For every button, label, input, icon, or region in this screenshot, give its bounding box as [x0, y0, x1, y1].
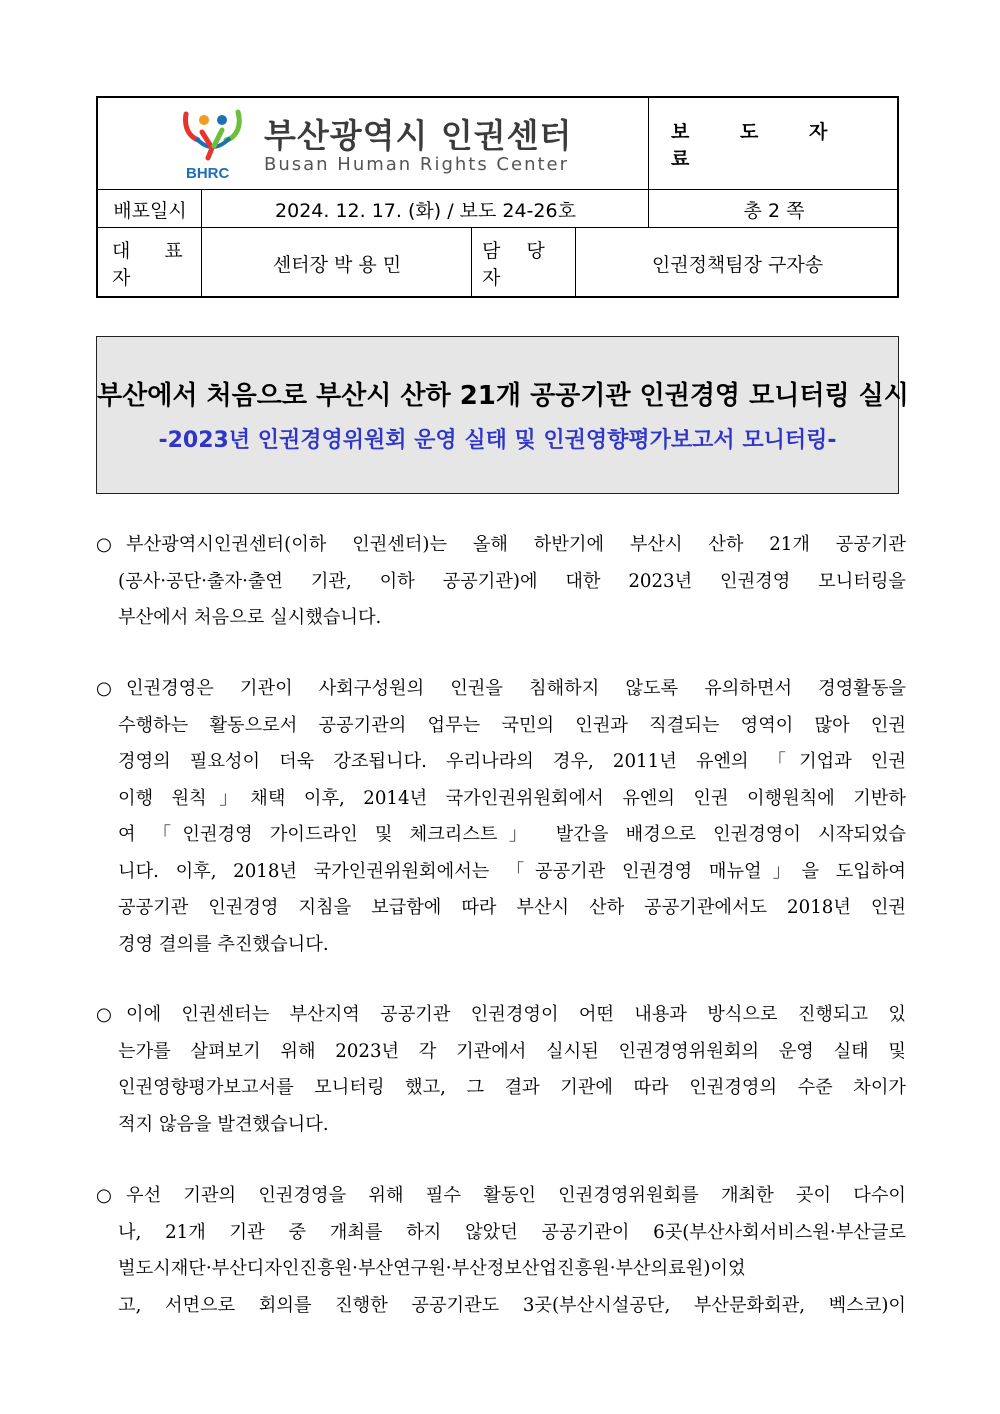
- para-line: 수행하는 활동으로서 공공기관의 업무는 국민의 인권과 직결되는 영역이 많아 인권: [118, 714, 906, 736]
- para-line: 부산에서 처음으로 실시했습니다.: [118, 607, 382, 628]
- para-line: 나, 21개 기관 중 개최를 하지 않았던 공공기관이 6곳(부산사회서비스원·부산글로: [118, 1221, 906, 1243]
- bhrc-logo-icon: [182, 108, 244, 180]
- bullet-icon: ○: [96, 534, 112, 555]
- para-line: 부산광역시인권센터(이하 인권센터)는 올해 하반기에 부산시 산하 21개 공공기관: [126, 534, 906, 555]
- para-line: 경영의 필요성이 더욱 강조됩니다. 우리나라의 경우, 2011년 유엔의 「기업과 인권: [118, 751, 906, 772]
- para-line: 우선 기관의 인권경영을 위해 필수 활동인 인권경영위원회를 개최한 곳이 다수이: [126, 1185, 906, 1206]
- release-label: 배포일시: [113, 199, 187, 222]
- contact-label: 담 당 자: [482, 240, 555, 289]
- page-count: 총 2 쪽: [743, 199, 805, 222]
- paragraph-3: [96, 997, 906, 1143]
- divider: [575, 228, 576, 298]
- representative-label: 대 표 자: [112, 240, 197, 289]
- logo-cell: [98, 98, 649, 190]
- para-line: 여 「인권경영 가이드라인 및 체크리스트」 발간을 배경으로 인권경영이 시작되었습: [118, 824, 906, 845]
- divider: [201, 190, 202, 298]
- para-line: (공사·공단·출자·출연 기관, 이하 공공기관)에 대한 2023년 인권경영 모니터링을: [118, 570, 906, 592]
- para-line: 인권영향평가보고서를 모니터링 했고, 그 결과 기관에 따라 인권경영의 수준 차이가: [118, 1077, 906, 1098]
- org-name-ko: 부산광역시 인권센터: [264, 116, 573, 155]
- headline-title: 부산에서 처음으로 부산시 산하 21개 공공기관 인권경영 모니터링 실시: [97, 381, 909, 411]
- para-line: 인권경영은 기관이 사회구성원의 인권을 침해하지 않도록 유의하면서 경영활동을: [126, 678, 906, 699]
- logo-abbr: BHRC: [186, 165, 230, 180]
- para-line: 니다. 이후, 2018년 국가인권위원회에서는 「공공기관 인권경영 매뉴얼」을 도입하여: [118, 860, 906, 882]
- bullet-icon: ○: [96, 1004, 112, 1025]
- paragraph-2: [96, 671, 906, 963]
- para-line: 경영 결의를 추진했습니다.: [118, 933, 329, 955]
- para-line: 이에 인권센터는 부산지역 공공기관 인권경영이 어떤 내용과 방식으로 진행되고 있: [126, 1004, 906, 1025]
- header-table: [96, 96, 899, 298]
- doc-type: 보 도 자 료: [671, 121, 850, 170]
- para-line: 벌도시재단·부산디자인진흥원·부산연구원·부산정보산업진흥원·부산의료원)이었: [118, 1258, 746, 1279]
- contact-value: 인권정책팀장 구자송: [651, 253, 824, 276]
- representative-value: 센터장 박 용 민: [272, 253, 402, 276]
- para-line: 적지 않음을 발견했습니다.: [118, 1113, 329, 1135]
- para-line: 공공기관 인권경영 지침을 보급함에 따라 부산시 산하 공공기관에서도 2018년 인권: [118, 897, 906, 918]
- para-line: 이행 원칙」채택 이후, 2014년 국가인권위원회에서 유엔의 인권 이행원칙에 기반하: [118, 787, 906, 809]
- divider: [471, 228, 472, 298]
- headline-subtitle: -2023년 인권경영위원회 운영 실태 및 인권영향평가보고서 모니터링-: [158, 428, 837, 453]
- divider: [98, 189, 899, 190]
- paragraph-4: [96, 1178, 906, 1324]
- headline-box: [96, 336, 909, 494]
- org-name-en: Busan Human Rights Center: [264, 154, 570, 175]
- divider: [98, 227, 899, 228]
- release-value: 2024. 12. 17. (화) / 보도 24-26호: [275, 199, 576, 222]
- para-line: 고, 서면으로 회의를 진행한 공공기관도 3곳(부산시설공단, 부산문화회관, 벡스코)이: [118, 1294, 906, 1316]
- para-line: 는가를 살펴보기 위해 2023년 각 기관에서 실시된 인권경영위원회의 운영 실태 및: [118, 1040, 906, 1062]
- org-logo: [182, 108, 573, 180]
- paragraph-1: [96, 527, 906, 637]
- divider: [648, 98, 649, 228]
- bullet-icon: ○: [96, 678, 112, 699]
- bullet-icon: ○: [96, 1185, 112, 1206]
